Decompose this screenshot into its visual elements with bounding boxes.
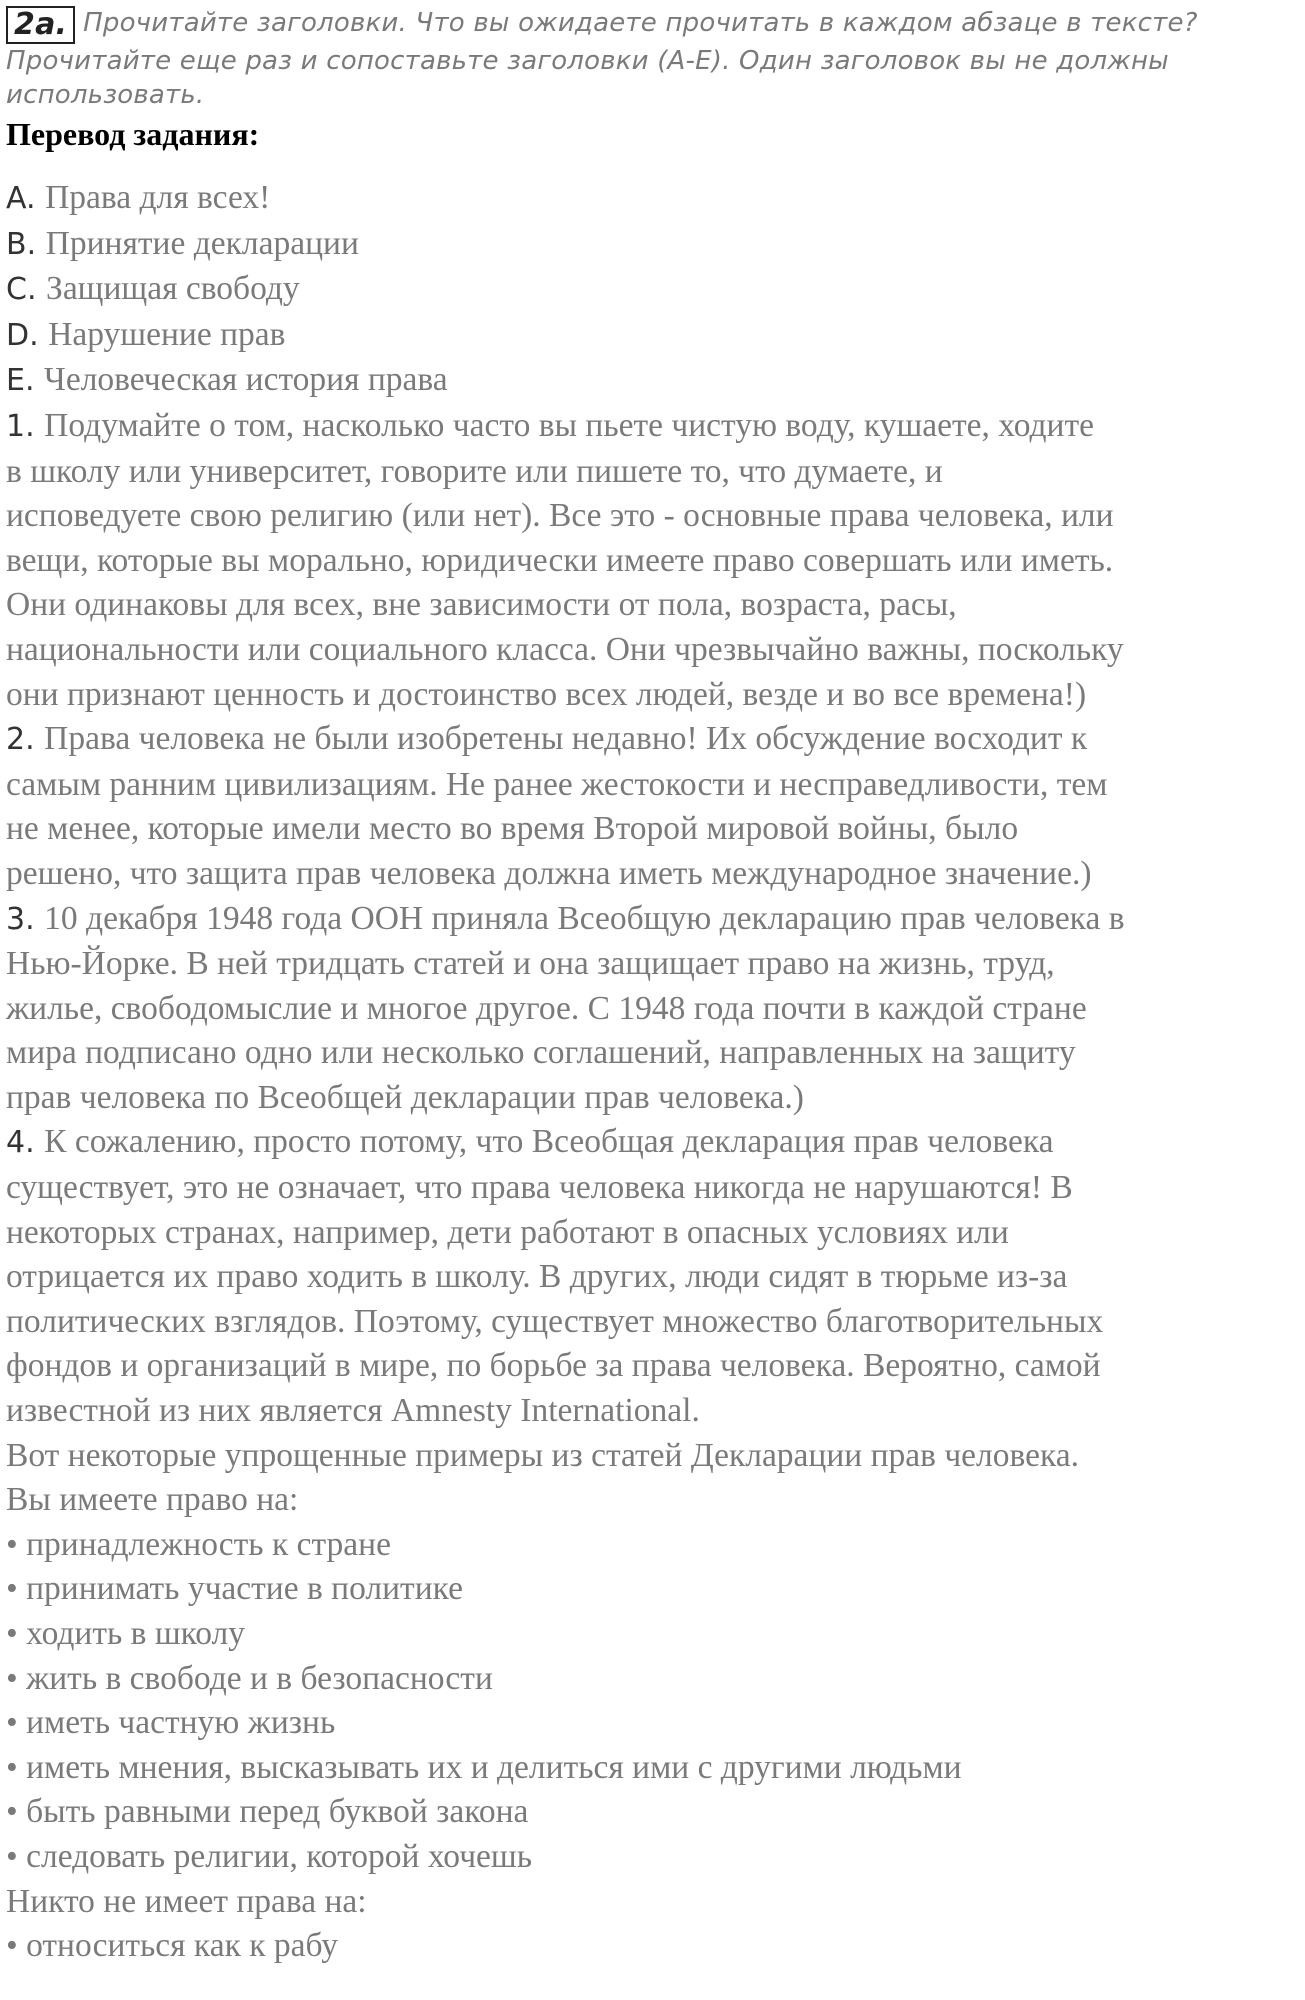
paragraph-line: Нью-Йорке. В ней тридцать статей и она защищает право на жизнь, труд, bbox=[6, 945, 1055, 983]
list-item: • принимать участие в политике bbox=[6, 1570, 463, 1608]
bullet-icon: • bbox=[6, 1927, 18, 1965]
list-item: • принадлежность к стране bbox=[6, 1525, 391, 1563]
heading-label: E bbox=[6, 363, 25, 399]
paragraph-line: существует, это не означает, что права человека никогда не нарушаются! В bbox=[6, 1169, 1073, 1207]
task-instruction-line: Прочитайте еще раз и сопоставьте заголовки (A-E). Один заголовок вы не должны bbox=[6, 46, 1169, 76]
list-item: • быть равными перед буквой закона bbox=[6, 1793, 529, 1831]
heading-label: C bbox=[6, 272, 27, 308]
heading-text: Права для всех! bbox=[45, 179, 271, 216]
list-item: • ходить в школу bbox=[6, 1615, 245, 1652]
instruction-text: Прочитайте заголовки. Что вы ожидаете прочитать в каждом абзаце в тексте? bbox=[83, 8, 1198, 38]
heading-label: B bbox=[6, 226, 27, 262]
heading-label: D bbox=[6, 317, 30, 353]
paragraph-line: национальности или социального класса. Они чрезвычайно важны, поскольку bbox=[6, 630, 1124, 668]
paragraph-line: исповедуете свою религию (или нет). Все это - основные права человека, или bbox=[6, 497, 1114, 535]
paragraph-4: 4. К сожалению, просто потому, что Всеобщая декларация прав человека существует, это не означает, что права человека никогда не нарушаются! В некоторых странах, например, дети работают в опасных условиях или отрицается их право ходить в школу. В других, люди сидят в тюрьме из-за политических взглядов. Поэтому, существует множество благотворительных фондов и организаций в мире, по борьбе за права человека. Вероятно, самой известной из них является Amnesty International. bbox=[6, 1120, 1302, 1433]
bullet-icon: • bbox=[6, 1748, 18, 1786]
task-instruction-line: использовать. bbox=[6, 80, 205, 110]
examples-intro-line: Вы имеете право на: bbox=[6, 1481, 299, 1519]
paragraph-line: самым ранним цивилизациям. Не ранее жестокости и несправедливости, тем bbox=[6, 765, 1108, 803]
paragraph-line: решено, что защита прав человека должна иметь международное значение.) bbox=[6, 854, 1092, 892]
body-text bbox=[6, 176, 1302, 1969]
bullet-icon: • bbox=[6, 1615, 18, 1652]
paragraph-line: Подумайте о том, насколько часто вы пьете чистую воду, кушаете, ходите bbox=[44, 406, 1094, 444]
paragraph-line: фондов и организаций в мире, по борьбе за права человека. Вероятно, самой bbox=[6, 1347, 1101, 1385]
heading-label: A bbox=[6, 181, 26, 216]
paragraph-2: 2. Права человека не были изобретены недавно! Их обсуждение восходит к самым ранним цивилизациям. Не ранее жестокости и несправедливости, тем не менее, которые имели место во время Второй мировой войны, было решено, что защита прав человека должна иметь международное значение.) bbox=[6, 717, 1302, 896]
paragraph-line: прав человека по Всеобщей декларации прав человека.) bbox=[6, 1078, 804, 1116]
heading-item: C. Защищая свободу bbox=[6, 270, 300, 308]
paragraph-line: Они одинаковы для всех, вне зависимости от пола, возраста, расы, bbox=[6, 586, 957, 624]
examples-intro-line: Вот некоторые упрощенные примеры из статей Декларации прав человека. bbox=[6, 1436, 1080, 1474]
task-number-badge: 2a. bbox=[6, 6, 75, 44]
list-item: • следовать религии, которой хочешь bbox=[6, 1837, 532, 1875]
list-item: • относиться как к рабу bbox=[6, 1927, 339, 1965]
paragraph-line: в школу или университет, говорите или пишете то, что думаете, и bbox=[6, 452, 943, 490]
examples-intro bbox=[6, 1434, 1302, 1523]
paragraph-number: 4 bbox=[6, 1125, 26, 1161]
heading-item: E. Человеческая история права bbox=[6, 361, 448, 399]
heading-text: Защищая свободу bbox=[46, 270, 300, 308]
paragraph-line: мира подписано одно или несколько соглашений, направленных на защиту bbox=[6, 1034, 1076, 1072]
paragraph-number: 2 bbox=[6, 722, 26, 758]
heading-item: B. Принятие декларации bbox=[6, 224, 359, 262]
translation-title: Перевод задания: bbox=[6, 116, 260, 152]
bullet-icon: • bbox=[6, 1793, 18, 1831]
paragraph-line: вещи, которые вы морально, юридически имеете право совершать или иметь. bbox=[6, 541, 1114, 579]
bullet-icon: • bbox=[6, 1525, 18, 1563]
list-item: • иметь мнения, высказывать их и делиться ими с другими людьми bbox=[6, 1748, 962, 1786]
list-item: • иметь частную жизнь bbox=[6, 1704, 336, 1742]
paragraph-line: Права человека не были изобретены недавно! Их обсуждение восходит к bbox=[44, 720, 1088, 758]
heading-text: Нарушение прав bbox=[48, 315, 286, 353]
paragraph-line: известной из них является Amnesty International. bbox=[6, 1392, 700, 1430]
bullet-icon: • bbox=[6, 1659, 18, 1697]
bullet-icon: • bbox=[6, 1570, 18, 1608]
bullet-icon: • bbox=[6, 1837, 18, 1875]
no-rights-intro: Никто не имеет права на: bbox=[6, 1882, 367, 1920]
headings-list bbox=[6, 176, 1302, 404]
paragraph-number: 3 bbox=[6, 901, 26, 937]
heading-text: Человеческая история права bbox=[44, 361, 448, 399]
rights-list bbox=[6, 1523, 1302, 1880]
heading-text: Принятие декларации bbox=[45, 224, 359, 262]
heading-item: A. Права для всех! bbox=[6, 179, 271, 216]
paragraph-line: не менее, которые имели место во время Второй мировой войны, было bbox=[6, 810, 1019, 848]
heading-item: D. Нарушение прав bbox=[6, 315, 286, 353]
paragraph-3: 3. 10 декабря 1948 года ООН приняла Всеобщую декларацию прав человека в Нью-Йорке. В ней тридцать статей и она защищает право на жизнь, труд, жилье, свободомыслие и многое другое. С 1948 года почти в каждой стране мира подписано одно или несколько соглашений, направленных на защиту прав человека по Всеобщей декларации прав человека.) bbox=[6, 897, 1302, 1121]
no-rights-list bbox=[6, 1924, 1302, 1969]
page bbox=[6, 6, 1302, 1969]
bullet-icon: • bbox=[6, 1704, 18, 1742]
task-instruction bbox=[6, 6, 1302, 112]
paragraph-line: отрицается их право ходить в школу. В других, люди сидят в тюрьме из-за bbox=[6, 1258, 1068, 1296]
paragraph-line: К сожалению, просто потому, что Всеобщая декларация прав человека bbox=[44, 1123, 1054, 1161]
paragraph-line: 10 декабря 1948 года ООН приняла Всеобщую декларацию прав человека в bbox=[44, 899, 1125, 937]
paragraph-1: 1. Подумайте о том, насколько часто вы пьете чистую воду, кушаете, ходите в школу или университет, говорите или пишете то, что думаете, и исповедуете свою религию (или нет). Все это - основные права человека, или вещи, которые вы морально, юридически имеете право совершать или иметь. Они одинаковы для всех, вне зависимости от пола, возраста, расы, национальности или социального класса. Они чрезвычайно важны, поскольку они признают ценность и достоинство всех людей, везде и во все времена!) bbox=[6, 404, 1302, 717]
list-item: • жить в свободе и в безопасности bbox=[6, 1659, 493, 1697]
paragraph-line: они признают ценность и достоинство всех людей, везде и во все времена!) bbox=[6, 675, 1087, 713]
paragraph-line: политических взглядов. Поэтому, существует множество благотворительных bbox=[6, 1302, 1104, 1340]
task-instruction-line bbox=[6, 6, 1302, 44]
paragraph-number: 1 bbox=[6, 408, 26, 444]
paragraph-line: жилье, свободомыслие и многое другое. С 1948 года почти в каждой стране bbox=[6, 989, 1087, 1027]
paragraph-line: некоторых странах, например, дети работают в опасных условиях или bbox=[6, 1213, 1009, 1251]
